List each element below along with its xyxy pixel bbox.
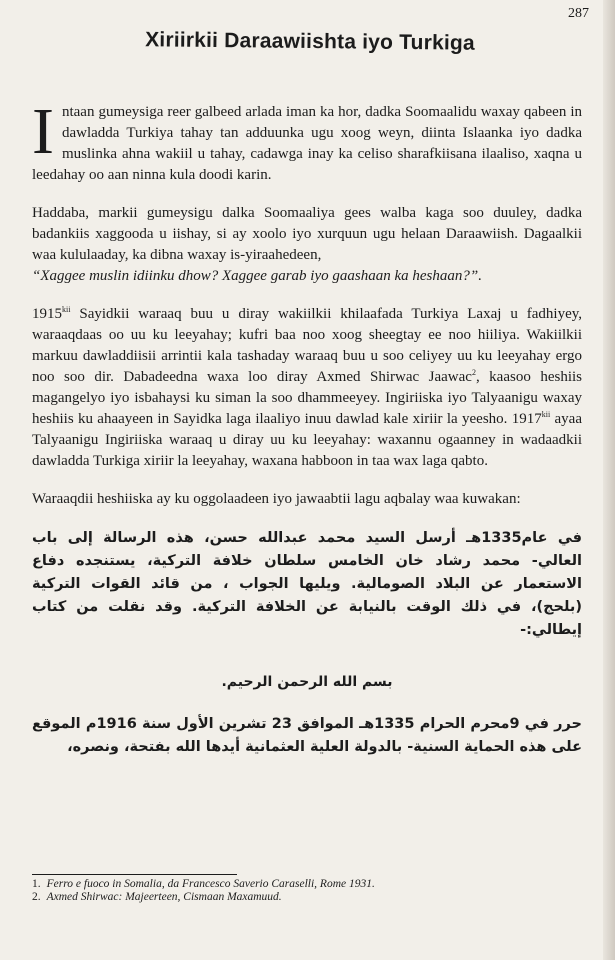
paragraph-3-text-c: ayaa Talyaanigu Ingiriiska waraaq u diray uu ku leeyahay: waxannu ogaanney in wadaadkii dawladda Turkiga xiriir la leeyahay, waxana habboon in taa wax laga qabto.	[32, 411, 582, 469]
paragraph-2-quote: “Xaggee muslin idiinku dhow? Xaggee garab iyo gaashaan ka heshaan?”.	[32, 268, 482, 284]
paragraph-1	[32, 95, 582, 186]
ordinal-suffix: kii	[62, 305, 71, 314]
footnote-1	[32, 878, 512, 891]
footnote-text: Ferro e fuoco in Somalia, da Francesco Saverio Caraselli, Rome 1931.	[46, 878, 375, 890]
paragraph-2-text: Haddaba, markii gumeysigu dalka Soomaaliya gees walba kaga soo duuley, dadka badankiis xaggooda u iishay, si ay xoolo iyo xurquun ugu helaan Daraawiish. Dagaalkii waa kululaaday, ka dibna waxay is-yiraahedeen,	[32, 205, 582, 263]
footnote-divider	[32, 874, 237, 875]
arabic-basmala: بسم الله الرحمن الرحيم.	[221, 674, 393, 690]
arabic-paragraph-2: حرر في 9محرم الحرام 1335هـ الموافق 23 تشرين الأول سنة 1916م الموقع على هذه الحماية السنية- بالدولة العلية العثمانية أيدها الله بفتحة، ونصره،	[32, 716, 582, 755]
footnotes	[32, 878, 512, 904]
body-text	[32, 95, 582, 776]
year-1915: 1915	[32, 306, 62, 322]
footnote-text: Axmed Shirwac: Majeerteen, Cismaan Maxamuud.	[46, 891, 282, 903]
paragraph-3-text-b: , kaasoo heshiis magangelyo iyo isbahaysi ku siman la soo dhammeeyey. Ingiriiska iyo Talyaanigu waxay heshiis ku ahaayeen in Sayidka laga ilaaliyo inuu dawlad kale xiriir la yeesho.	[32, 369, 582, 427]
arabic-paragraph-1: في عام1335هـ أرسل السيد محمد عبدالله حسن، هذه الرسالة إلى باب العالي- محمد رشاد خان الخامس سلطان خلافة التركية، يستنجده دفاع الاستعمار عن البلاد الصومالية. ويليها الجواب ، من قائد القوات التركية (بلحج)، في ذلك الوقت بالنيابة عن الخلافة التركية. وقد نقلت من كتاب إيطالي:-	[32, 530, 582, 638]
footnote-2	[32, 891, 512, 904]
year-1917: 1917	[511, 411, 542, 427]
paragraph-3-text-a: Sayidkii waraaq buu u diray wakiilkii khilaafada Turkiya Laxaj u fadhiyey, waraaqdaas oo uu ku leeyahay; kufri baa noo xoog sheegtay ee noo hiiliya. Wakiilkii markuu dawladdiisii arrintii kala tashaday waraaq buu u soo celiyey uu ku leeyahay ergo noo soo dir. Dabadeedna waxa loo diray Axmed Shirwac Jaawac	[32, 306, 582, 385]
ordinal-suffix: kii	[541, 410, 551, 419]
footnote-number: 2.	[32, 891, 41, 903]
footnote-number: 1.	[32, 878, 41, 890]
paragraph-4: Waraaqdii heshiiska ay ku oggolaadeen iyo jawaabtii lagu aqbalay waa kuwakan:	[32, 491, 521, 507]
footnote-ref-2: 2	[471, 368, 476, 377]
chapter-title: Xiriirkii Daraawiishta iyo Turkiga	[145, 28, 475, 55]
drop-cap: I	[32, 95, 54, 168]
paragraph-1-text: ntaan gumeysiga reer galbeed arlada iman ka hor, dadka Soomaalidu waxay qabeen in dawladda Turkiya tahay tan adduunka ugu xoog weyn, diinta Islaanka iyo dadka muslinka ahna wakiil u tahay, cadawga inay ka celiso sharafkiisana ilaaliso, xaqna u leedahay oo aan ninna kula doodi karin.	[32, 104, 582, 183]
paragraph-3	[32, 304, 582, 472]
page-edge-shadow	[603, 0, 615, 960]
page-number: 287	[568, 6, 589, 21]
paragraph-2	[32, 203, 582, 287]
